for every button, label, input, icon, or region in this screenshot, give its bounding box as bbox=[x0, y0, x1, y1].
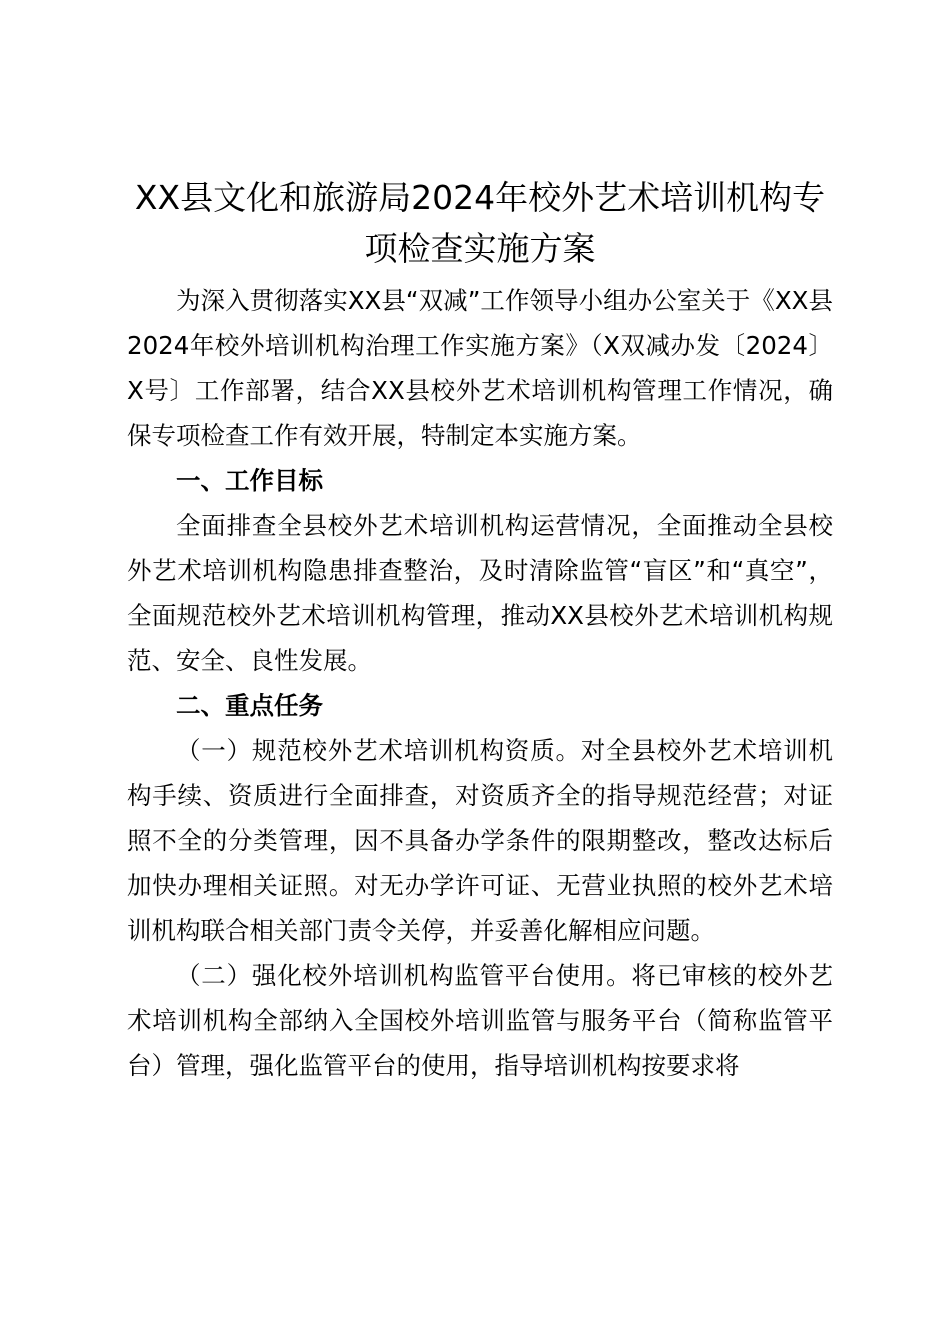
goals-paragraph: 全面排查全县校外艺术培训机构运营情况，全面推动全县校外艺术培训机构隐患排查整治，及时清除监管“盲区”和“真空”，全面规范校外艺术培训机构管理，推动XX县校外艺术培训机构规范、安全、良性发展。 bbox=[127, 511, 833, 675]
section-heading-goals: 一、工作目标 bbox=[176, 466, 323, 495]
document-title: XX县文化和旅游局2024年校外艺术培训机构专项检查实施方案 bbox=[134, 178, 826, 268]
section-heading-key-tasks: 二、重点任务 bbox=[176, 691, 323, 720]
intro-paragraph: 为深入贯彻落实XX县“双减”工作领导小组办公室关于《XX县2024年校外培训机构治理工作实施方案》（X双减办发〔2024〕X号〕工作部署，结合XX县校外艺术培训机构管理工作情况，确保专项检查工作有效开展，特制定本实施方案。 bbox=[127, 286, 833, 450]
document-content bbox=[127, 172, 833, 1088]
task-paragraph-qualification: （一）规范校外艺术培训机构资质。对全县校外艺术培训机构手续、资质进行全面排查，对资质齐全的指导规范经营；对证照不全的分类管理，因不具备办学条件的限期整改，整改达标后加快办理相关证照。对无办学许可证、无营业执照的校外艺术培训机构联合相关部门责令关停，并妥善化解相应问题。 bbox=[127, 736, 833, 945]
task-paragraph-platform: （二）强化校外培训机构监管平台使用。将已审核的校外艺术培训机构全部纳入全国校外培训监管与服务平台（简称监管平台）管理，强化监管平台的使用，指导培训机构按要求将 bbox=[127, 961, 833, 1080]
